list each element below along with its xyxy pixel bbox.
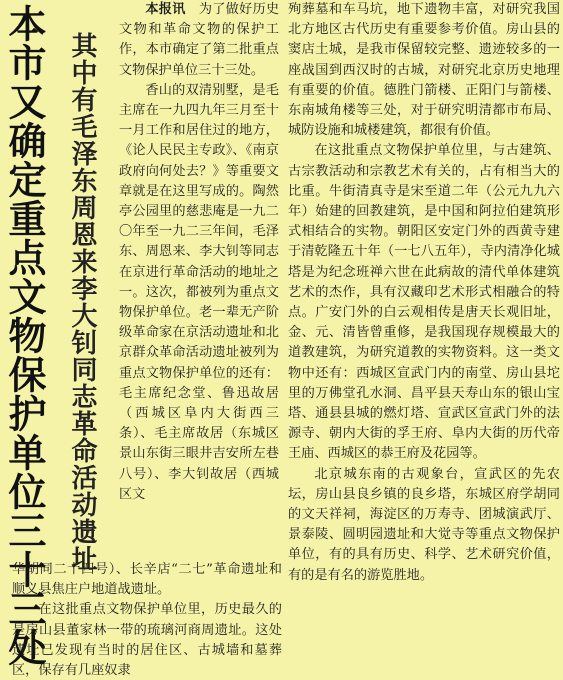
article-paragraph: 北京城东南的古观象台，宣武区的先农坛，房山县良乡镇的良乡塔，东城区府学胡同的文天祥祠，海淀区的万寿寺、团城演武厅、景泰陵、圆明园遗址和大觉寺等重点文物保护单位，有的具有历史、科学、艺术研究价值，有的是有名的游览胜地。 bbox=[288, 466, 560, 583]
article-paragraph: 殉葬墓和车马坑，地下遗物丰富，对研究我国北方地区古代历史有重要参考价值。房山县的窦店土城，是我市保留较完整、遗迹较多的一座战国到西汉时的古城，对研究北京历史地理有重要的价值。德胜门箭楼、正阳门与箭楼、东南城角楼等三处，对于研究明清都市布局、城防设施和城楼建筑，都很有价值。 bbox=[288, 2, 560, 139]
headline: 本市又确定重点文物保护单位三十三处 bbox=[2, 4, 46, 667]
article-paragraph bbox=[119, 0, 279, 81]
article-paragraph: 华胡同二十四号）、长辛店“二七”革命遗址和顺义县焦庄户地道战遗址。 bbox=[12, 562, 282, 598]
article-paragraph: 在这批重点文物保护单位里，历史最久的是房山县董家林一带的琉璃河商周遗址。这处遗址已发现有当时的居住区、古城墙和墓葬区，保存有几座奴隶 bbox=[12, 602, 282, 679]
article-column-left bbox=[119, 0, 279, 560]
article-paragraph: 香山的双清别墅，是毛主席在一九四九年三月至十一月工作和居住过的地方，《论人民民主专政》、《南京政府向何处去？》等重要文章就是在这里写成的。陶然亭公园里的慈悲庵是一九二〇年至一九二三年间，毛泽东、周恩来、李大钊等同志在京进行革命活动的地址之一。这次，都被列为重点文物保护单位。老一辈无产阶级革命家在京活动遗址和北京群众革命活动遗址被列为重点文物保护单位的还有：毛主席纪念堂、鲁迅故居（西城区阜内大街西三条）、毛主席故居（东城区景山东街三眼井吉安所左巷八号）、李大钊故居（西城区文 bbox=[119, 82, 279, 502]
subheadline: 其中有毛泽东周恩来李大钊同志革命活动遗址 bbox=[67, 32, 97, 572]
paragraph-text: 为了做好历史文物和革命文物的保护工作，本市确定了第二批重点文物保护单位三十三处。 bbox=[119, 2, 279, 78]
article-column-bottom bbox=[12, 560, 282, 680]
byline: 本报讯 bbox=[145, 2, 186, 17]
article-column-right bbox=[288, 0, 560, 680]
article-paragraph: 在这批重点文物保护单位里，与古建筑、古宗教活动和宗教艺术有关的，占有相当大的比重。牛街清真寺是宋至道二年（公元九九六年）始建的回教建筑，是中国和阿拉伯建筑形式相结合的实物。朝阳区安定门外的西黄寺建于清乾隆五十年（一七八五年），寺内清净化城塔是为纪念班禅六世在此病故的清代单体建筑艺术的杰作，具有汉藏印艺术形式相融合的特点。广安门外的白云观相传是唐天长观旧址，金、元、清皆曾重修，是我国现存规模最大的道教建筑，为研究道教的实物资料。这一类文物中还有：西城区宣武门内的南堂、房山县坨里的万佛堂孔水洞、昌平县天寿山东的银山宝塔、通县县城的燃灯塔、宣武区宣武门外的法源寺、朝内大街的孚王府、阜内大街的历代帝王庙、西城区的恭王府及花园等。 bbox=[288, 143, 560, 462]
